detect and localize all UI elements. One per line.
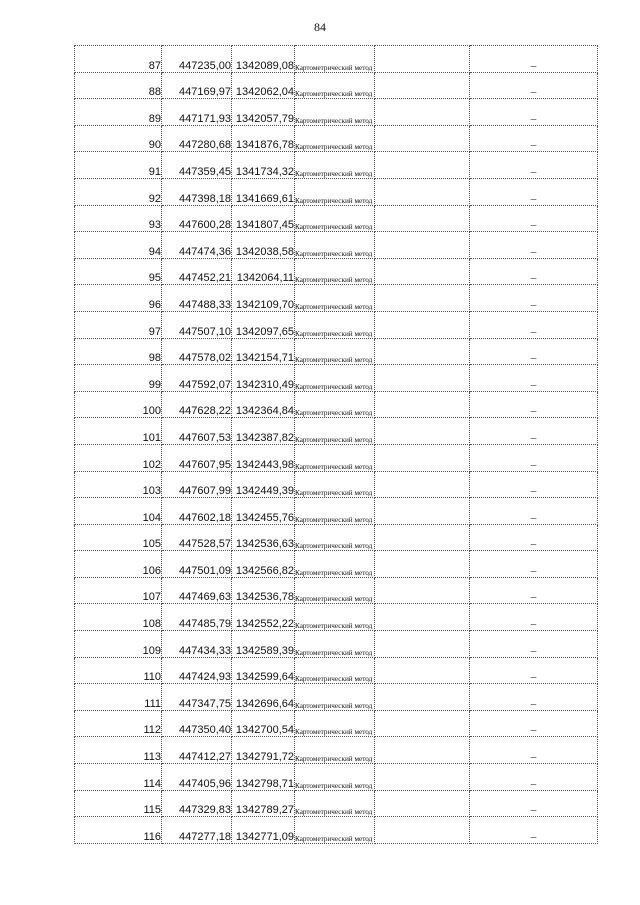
y-coordinate-cell: 1342057,79: [232, 99, 295, 126]
table-row: [75, 577, 598, 604]
empty-cell: [375, 471, 470, 498]
y-coordinate-cell: 1342449,39: [232, 471, 295, 498]
y-coordinate-cell: 1342364,84: [232, 391, 295, 418]
accuracy-cell: –: [470, 631, 598, 658]
y-coordinate-cell: 1342443,98: [232, 444, 295, 471]
accuracy-cell: –: [470, 46, 598, 73]
point-number-cell: 107: [75, 577, 162, 604]
accuracy-cell: –: [470, 551, 598, 578]
table-row: [75, 551, 598, 578]
empty-cell: [375, 72, 470, 99]
accuracy-cell: –: [470, 205, 598, 232]
method-cell: Картометрический метод: [295, 657, 375, 684]
empty-cell: [375, 764, 470, 791]
y-coordinate-cell: 1342387,82: [232, 418, 295, 445]
empty-cell: [375, 444, 470, 471]
table-row: [75, 232, 598, 259]
x-coordinate-cell: 447600,28: [162, 205, 232, 232]
y-coordinate-cell: 1341669,61: [232, 178, 295, 205]
table-row: [75, 258, 598, 285]
accuracy-cell: –: [470, 577, 598, 604]
point-number-cell: 92: [75, 178, 162, 205]
table-row: [75, 790, 598, 817]
table-row: [75, 764, 598, 791]
y-coordinate-cell: 1342536,78: [232, 577, 295, 604]
accuracy-cell: –: [470, 524, 598, 551]
method-cell: Картометрический метод: [295, 684, 375, 711]
point-number-cell: 108: [75, 604, 162, 631]
method-cell: Картометрический метод: [295, 631, 375, 658]
empty-cell: [375, 524, 470, 551]
point-number-cell: 100: [75, 391, 162, 418]
x-coordinate-cell: 447350,40: [162, 710, 232, 737]
point-number-cell: 94: [75, 232, 162, 259]
method-cell: Картометрический метод: [295, 710, 375, 737]
method-cell: Картометрический метод: [295, 418, 375, 445]
table-row: [75, 657, 598, 684]
table-row: [75, 684, 598, 711]
x-coordinate-cell: 447578,02: [162, 338, 232, 365]
point-number-cell: 105: [75, 524, 162, 551]
page-number: 84: [314, 20, 326, 34]
y-coordinate-cell: 1342798,71: [232, 764, 295, 791]
point-number-cell: 103: [75, 471, 162, 498]
method-cell: Картометрический метод: [295, 365, 375, 392]
point-number-cell: 87: [75, 46, 162, 73]
x-coordinate-cell: 447434,33: [162, 631, 232, 658]
x-coordinate-cell: 447507,10: [162, 311, 232, 338]
method-cell: Картометрический метод: [295, 817, 375, 844]
empty-cell: [375, 46, 470, 73]
table-row: [75, 604, 598, 631]
empty-cell: [375, 737, 470, 764]
x-coordinate-cell: 447424,93: [162, 657, 232, 684]
x-coordinate-cell: 447398,18: [162, 178, 232, 205]
y-coordinate-cell: 1342536,63: [232, 524, 295, 551]
point-number-cell: 104: [75, 498, 162, 525]
y-coordinate-cell: 1342062,04: [232, 72, 295, 99]
empty-cell: [375, 285, 470, 312]
accuracy-cell: –: [470, 391, 598, 418]
table-row: [75, 524, 598, 551]
table-row: [75, 444, 598, 471]
method-cell: Картометрический метод: [295, 46, 375, 73]
point-number-cell: 89: [75, 99, 162, 126]
method-cell: Картометрический метод: [295, 99, 375, 126]
y-coordinate-cell: 1342791,72: [232, 737, 295, 764]
y-coordinate-cell: 1341734,32: [232, 152, 295, 179]
point-number-cell: 113: [75, 737, 162, 764]
accuracy-cell: –: [470, 710, 598, 737]
point-number-cell: 98: [75, 338, 162, 365]
point-number-cell: 109: [75, 631, 162, 658]
y-coordinate-cell: 1342097,65: [232, 311, 295, 338]
accuracy-cell: –: [470, 178, 598, 205]
point-number-cell: 96: [75, 285, 162, 312]
table-row: [75, 311, 598, 338]
empty-cell: [375, 604, 470, 631]
y-coordinate-cell: 1342599,64: [232, 657, 295, 684]
x-coordinate-cell: 447235,00: [162, 46, 232, 73]
x-coordinate-cell: 447412,27: [162, 737, 232, 764]
point-number-cell: 90: [75, 125, 162, 152]
y-coordinate-cell: 1342310,49: [232, 365, 295, 392]
accuracy-cell: –: [470, 72, 598, 99]
point-number-cell: 115: [75, 790, 162, 817]
empty-cell: [375, 551, 470, 578]
x-coordinate-cell: 447485,79: [162, 604, 232, 631]
accuracy-cell: –: [470, 817, 598, 844]
method-cell: Картометрический метод: [295, 498, 375, 525]
point-number-cell: 116: [75, 817, 162, 844]
method-cell: Картометрический метод: [295, 471, 375, 498]
y-coordinate-cell: 1342552,22: [232, 604, 295, 631]
y-coordinate-cell: 1342109,70: [232, 285, 295, 312]
point-number-cell: 88: [75, 72, 162, 99]
empty-cell: [375, 577, 470, 604]
empty-cell: [375, 684, 470, 711]
y-coordinate-cell: 1342696,64: [232, 684, 295, 711]
x-coordinate-cell: 447169,97: [162, 72, 232, 99]
x-coordinate-cell: 447405,96: [162, 764, 232, 791]
method-cell: Картометрический метод: [295, 152, 375, 179]
empty-cell: [375, 99, 470, 126]
method-cell: Картометрический метод: [295, 338, 375, 365]
point-number-cell: 111: [75, 684, 162, 711]
x-coordinate-cell: 447501,09: [162, 551, 232, 578]
point-number-cell: 106: [75, 551, 162, 578]
accuracy-cell: –: [470, 471, 598, 498]
method-cell: Картометрический метод: [295, 551, 375, 578]
point-number-cell: 93: [75, 205, 162, 232]
accuracy-cell: –: [470, 311, 598, 338]
method-cell: Картометрический метод: [295, 577, 375, 604]
accuracy-cell: –: [470, 790, 598, 817]
empty-cell: [375, 232, 470, 259]
method-cell: Картометрический метод: [295, 258, 375, 285]
x-coordinate-cell: 447329,83: [162, 790, 232, 817]
accuracy-cell: –: [470, 764, 598, 791]
accuracy-cell: –: [470, 99, 598, 126]
x-coordinate-cell: 447592,07: [162, 365, 232, 392]
empty-cell: [375, 205, 470, 232]
table-row: [75, 737, 598, 764]
x-coordinate-cell: 447607,95: [162, 444, 232, 471]
accuracy-cell: –: [470, 285, 598, 312]
accuracy-cell: –: [470, 657, 598, 684]
x-coordinate-cell: 447359,45: [162, 152, 232, 179]
method-cell: Картометрический метод: [295, 737, 375, 764]
method-cell: Картометрический метод: [295, 391, 375, 418]
y-coordinate-cell: 1342154,71: [232, 338, 295, 365]
method-cell: Картометрический метод: [295, 764, 375, 791]
y-coordinate-cell: 1342064,11: [232, 258, 295, 285]
x-coordinate-cell: 447469,63: [162, 577, 232, 604]
table-row: [75, 498, 598, 525]
method-cell: Картометрический метод: [295, 524, 375, 551]
x-coordinate-cell: 447347,75: [162, 684, 232, 711]
accuracy-cell: –: [470, 152, 598, 179]
method-cell: Картометрический метод: [295, 205, 375, 232]
method-cell: Картометрический метод: [295, 444, 375, 471]
empty-cell: [375, 391, 470, 418]
y-coordinate-cell: 1342089,08: [232, 46, 295, 73]
empty-cell: [375, 258, 470, 285]
point-number-cell: 110: [75, 657, 162, 684]
x-coordinate-cell: 447607,99: [162, 471, 232, 498]
method-cell: Картометрический метод: [295, 72, 375, 99]
x-coordinate-cell: 447528,57: [162, 524, 232, 551]
x-coordinate-cell: 447488,33: [162, 285, 232, 312]
table-row: [75, 178, 598, 205]
table-row: [75, 817, 598, 844]
empty-cell: [375, 125, 470, 152]
accuracy-cell: –: [470, 418, 598, 445]
empty-cell: [375, 338, 470, 365]
point-number-cell: 91: [75, 152, 162, 179]
point-number-cell: 112: [75, 710, 162, 737]
method-cell: Картометрический метод: [295, 311, 375, 338]
x-coordinate-cell: 447602,18: [162, 498, 232, 525]
method-cell: Картометрический метод: [295, 790, 375, 817]
method-cell: Картометрический метод: [295, 285, 375, 312]
table-row: [75, 471, 598, 498]
empty-cell: [375, 817, 470, 844]
empty-cell: [375, 152, 470, 179]
table-row: [75, 152, 598, 179]
empty-cell: [375, 365, 470, 392]
table-row: [75, 710, 598, 737]
empty-cell: [375, 790, 470, 817]
table-row: [75, 285, 598, 312]
point-number-cell: 102: [75, 444, 162, 471]
x-coordinate-cell: 447171,93: [162, 99, 232, 126]
x-coordinate-cell: 447607,53: [162, 418, 232, 445]
point-number-cell: 101: [75, 418, 162, 445]
empty-cell: [375, 311, 470, 338]
accuracy-cell: –: [470, 604, 598, 631]
accuracy-cell: –: [470, 684, 598, 711]
accuracy-cell: –: [470, 444, 598, 471]
y-coordinate-cell: 1342455,76: [232, 498, 295, 525]
empty-cell: [375, 418, 470, 445]
x-coordinate-cell: 447280,68: [162, 125, 232, 152]
y-coordinate-cell: 1342700,54: [232, 710, 295, 737]
method-cell: Картометрический метод: [295, 178, 375, 205]
x-coordinate-cell: 447452,21: [162, 258, 232, 285]
table-row: [75, 125, 598, 152]
coordinates-table: [74, 45, 598, 844]
point-number-cell: 97: [75, 311, 162, 338]
y-coordinate-cell: 1341807,45: [232, 205, 295, 232]
y-coordinate-cell: 1341876,78: [232, 125, 295, 152]
table-row: [75, 365, 598, 392]
table-row: [75, 46, 598, 73]
empty-cell: [375, 710, 470, 737]
table-row: [75, 205, 598, 232]
y-coordinate-cell: 1342789,27: [232, 790, 295, 817]
table-row: [75, 418, 598, 445]
accuracy-cell: –: [470, 365, 598, 392]
empty-cell: [375, 657, 470, 684]
accuracy-cell: –: [470, 737, 598, 764]
table-row: [75, 99, 598, 126]
y-coordinate-cell: 1342038,58: [232, 232, 295, 259]
accuracy-cell: –: [470, 498, 598, 525]
table-row: [75, 391, 598, 418]
table-row: [75, 631, 598, 658]
table-row: [75, 338, 598, 365]
method-cell: Картометрический метод: [295, 232, 375, 259]
coordinates-table-body: [75, 46, 598, 844]
accuracy-cell: –: [470, 125, 598, 152]
x-coordinate-cell: 447474,36: [162, 232, 232, 259]
point-number-cell: 99: [75, 365, 162, 392]
accuracy-cell: –: [470, 232, 598, 259]
x-coordinate-cell: 447628,22: [162, 391, 232, 418]
y-coordinate-cell: 1342771,09: [232, 817, 295, 844]
empty-cell: [375, 498, 470, 525]
empty-cell: [375, 631, 470, 658]
x-coordinate-cell: 447277,18: [162, 817, 232, 844]
accuracy-cell: –: [470, 338, 598, 365]
accuracy-cell: –: [470, 258, 598, 285]
y-coordinate-cell: 1342566,82: [232, 551, 295, 578]
table-row: [75, 72, 598, 99]
point-number-cell: 114: [75, 764, 162, 791]
y-coordinate-cell: 1342589,39: [232, 631, 295, 658]
method-cell: Картометрический метод: [295, 125, 375, 152]
empty-cell: [375, 178, 470, 205]
method-cell: Картометрический метод: [295, 604, 375, 631]
point-number-cell: 95: [75, 258, 162, 285]
